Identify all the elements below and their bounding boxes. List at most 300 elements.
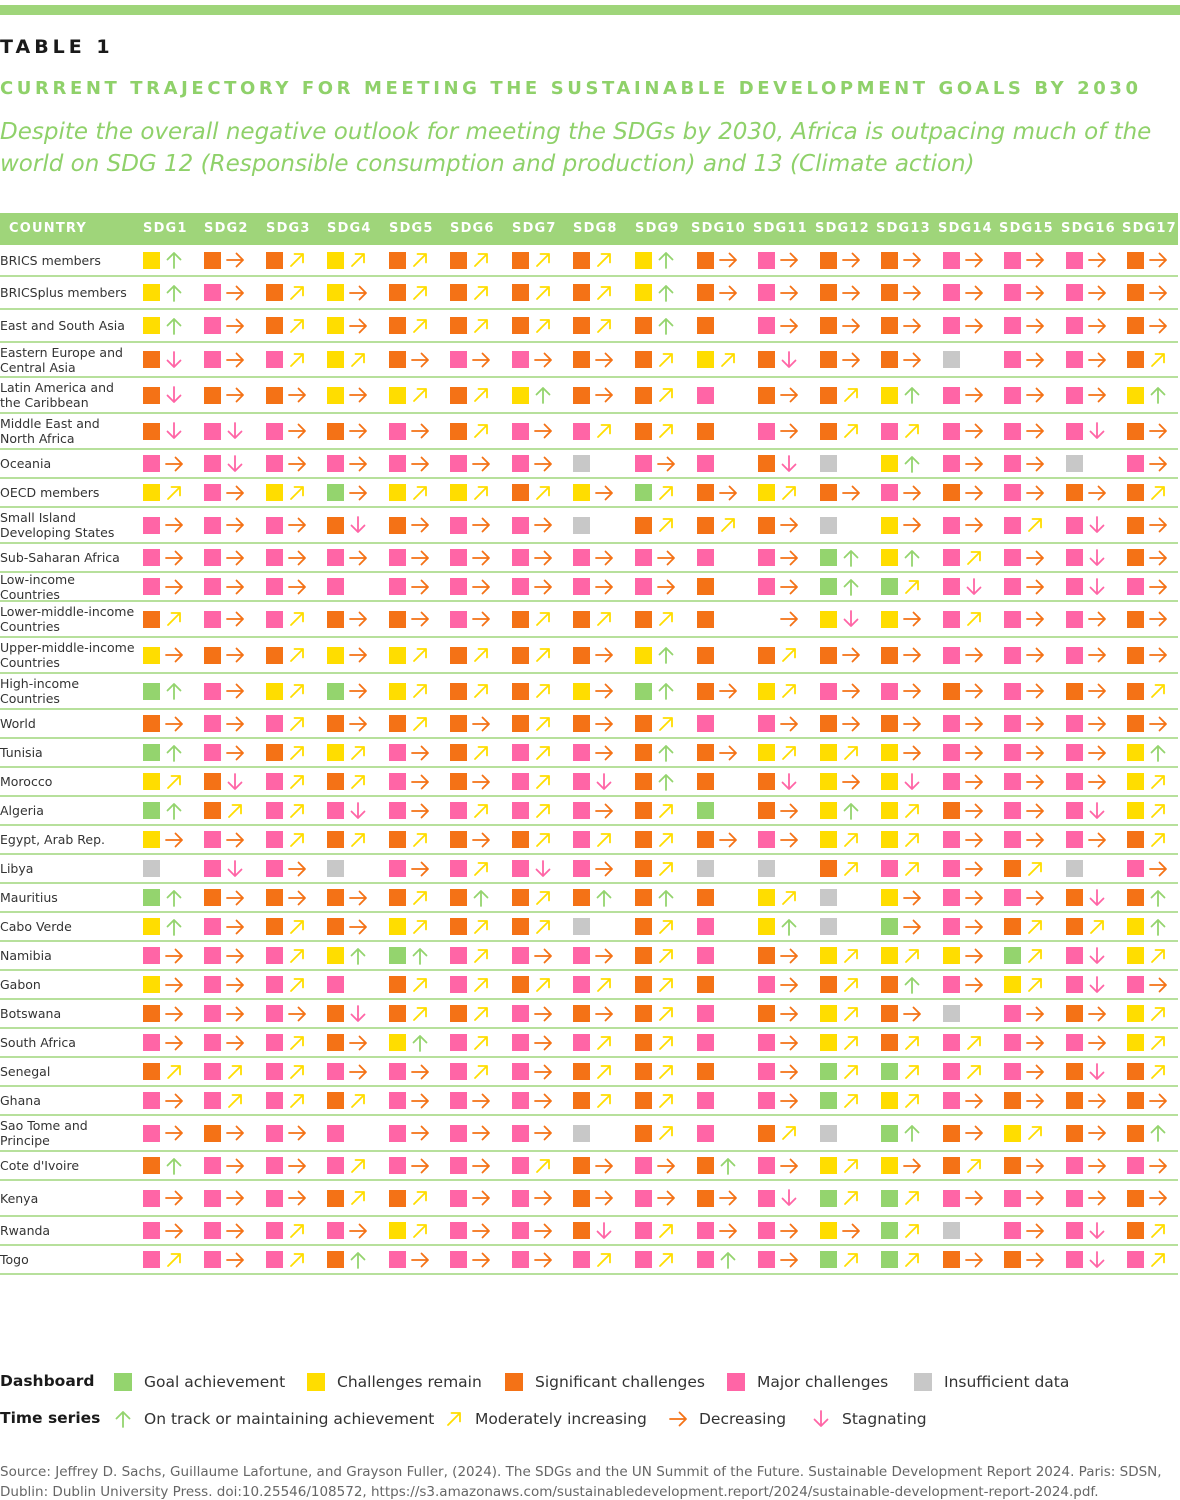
arrow-right-icon [221,315,246,337]
arrow-diagonal-up-icon [283,349,308,371]
insufficient-data-square [943,1222,960,1239]
arrow-diagonal-up-icon [406,680,431,702]
arrow-diagonal-up-icon [467,1032,492,1054]
significant-challenges-square [573,252,590,269]
major-challenges-square [573,744,590,761]
sdg2-cell [204,1217,265,1244]
major-challenges-square [266,455,283,472]
challenges-remain-square [143,284,160,301]
significant-challenges-square [573,1190,590,1207]
sdg10-cell [697,913,758,940]
table-row [0,414,1178,450]
arrow-up-icon [590,887,615,909]
sdg12-cell [820,674,881,708]
major-challenges-square [758,831,775,848]
major-challenges-square [389,1063,406,1080]
sdg12-cell [820,1181,881,1215]
arrow-right-icon [1021,1187,1046,1209]
sdg13-cell [881,638,942,672]
sdg14-cell [943,638,1004,672]
significant-challenges-square [697,284,714,301]
arrow-down-icon [898,771,923,793]
legend-item-arrow-diagonal-up [443,1406,647,1432]
arrow-right-icon [529,1249,554,1271]
table-row [0,245,1178,277]
sdg16-cell [1066,310,1127,341]
arrow-diagonal-up-icon [406,1187,431,1209]
sdg14-cell [943,797,1004,824]
table-row [0,797,1178,826]
sdg11-cell [758,450,819,477]
sdg12-cell [820,602,881,636]
sdg17-cell [1127,450,1180,477]
arrow-right-icon [898,514,923,536]
major-challenges-square [635,549,652,566]
table-row [0,277,1178,310]
arrow-right-icon [283,420,308,442]
legend-label: Decreasing [699,1410,787,1428]
major-challenges-square [1004,647,1021,664]
major-challenges-square [1004,1222,1021,1239]
significant-challenges-square [327,1034,344,1051]
arrow-diagonal-up-icon [283,771,308,793]
sdg15-cell [1004,1116,1065,1150]
sdg7-cell [512,1181,573,1215]
country-name: Senegal [0,1064,51,1079]
sdg12-cell [820,245,881,275]
arrow-diagonal-up-icon [837,742,862,764]
sdg16-cell [1066,942,1127,969]
arrow-down-icon [160,420,185,442]
arrow-diagonal-up-icon [467,800,492,822]
sdg3-cell [266,1058,327,1085]
insufficient-data-swatch [914,1373,932,1391]
major-challenges-square [943,744,960,761]
challenges-remain-square [389,387,406,404]
significant-challenges-square [1127,647,1144,664]
sdg10-cell [697,544,758,571]
sdg16-cell [1066,1116,1127,1150]
sdg5-cell [389,1181,450,1215]
major-challenges-square [1066,387,1083,404]
country-name: Upper-middle-income Countries [0,640,135,670]
arrow-diagonal-up-icon [775,644,800,666]
sdg1-cell [143,913,204,940]
major-challenges-square [512,351,529,368]
arrow-right-icon [652,1155,677,1177]
major-challenges-square [1066,351,1083,368]
major-challenges-square [450,455,467,472]
sdg8-cell [573,414,634,448]
sdg10-cell [697,971,758,998]
arrow-right-icon [467,1220,492,1242]
major-challenges-square [943,455,960,472]
sdg8-cell [573,674,634,708]
arrow-right-icon [221,249,246,271]
significant-challenges-square [389,517,406,534]
arrow-right-icon [590,547,615,569]
arrow-up-icon [652,887,677,909]
challenges-remain-square [758,918,775,935]
major-challenges-square [697,1034,714,1051]
major-challenges-square [204,351,221,368]
sdg7-cell [512,855,573,882]
arrow-right-icon [344,644,369,666]
major-challenges-square [266,947,283,964]
major-challenges-square [327,976,344,993]
arrow-right-icon [529,1187,554,1209]
arrow-diagonal-up-icon [467,420,492,442]
arrow-right-icon [837,315,862,337]
goal-achievement-square [635,484,652,501]
sdg17-cell [1127,245,1180,275]
sdg17-cell [1127,768,1180,795]
arrow-diagonal-up-icon [467,742,492,764]
sdg9-cell [635,1000,696,1027]
sdg7-cell [512,343,573,376]
sdg11-cell [758,277,819,308]
arrow-down-icon [810,1408,842,1430]
sdg8-cell [573,855,634,882]
sdg1-cell [143,1181,204,1215]
sdg8-cell [573,1000,634,1027]
arrow-right-icon [837,771,862,793]
arrow-right-icon [529,547,554,569]
major-challenges-square [204,517,221,534]
sdg9-cell [635,544,696,571]
arrow-diagonal-up-icon [898,420,923,442]
arrow-right-icon [898,249,923,271]
country-name: Eastern Europe and Central Asia [0,344,123,375]
arrow-right-icon [160,974,185,996]
arrow-right-icon [1144,608,1169,630]
country-name: Mauritius [0,890,58,905]
arrow-right-icon [590,482,615,504]
arrow-right-icon [406,547,431,569]
major-challenges-square [635,455,652,472]
arrow-right-icon [898,1003,923,1025]
significant-challenges-square [697,976,714,993]
sdg4-cell [327,1029,388,1056]
sdg15-cell [1004,638,1065,672]
major-challenges-square [512,1005,529,1022]
table-row [0,1246,1178,1275]
arrow-up-icon [160,887,185,909]
arrow-right-icon [529,576,554,598]
sdg11-cell [758,1058,819,1085]
significant-challenges-square [266,889,283,906]
sdg5-cell [389,971,450,998]
sdg14-cell [943,573,1004,600]
arrow-diagonal-up-icon [406,644,431,666]
sdg4-cell [327,1246,388,1273]
table-row [0,1116,1178,1152]
major-challenges-square [635,1222,652,1239]
arrow-diagonal-up-icon [652,1061,677,1083]
arrow-right-icon [590,576,615,598]
sdg1-cell [143,343,204,376]
major-challenges-square [758,1034,775,1051]
significant-challenges-square [512,683,529,700]
major-challenges-square [697,1005,714,1022]
major-challenges-square [143,1251,160,1268]
sdg11-cell [758,1087,819,1114]
goal-achievement-square [881,918,898,935]
sdg14-cell [943,1000,1004,1027]
sdg16-cell [1066,638,1127,672]
insufficient-data-square [758,860,775,877]
arrow-up-icon [344,945,369,967]
sdg15-cell [1004,739,1065,766]
arrow-right-icon [960,829,985,851]
major-challenges-square [1004,423,1021,440]
arrow-right-icon [775,1003,800,1025]
significant-challenges-square [204,1125,221,1142]
insufficient-data-square [1066,455,1083,472]
arrow-diagonal-up-icon [837,1032,862,1054]
sdg9-cell [635,942,696,969]
significant-challenges-square [389,715,406,732]
arrow-right-icon [344,680,369,702]
sdg1-cell [143,1246,204,1273]
arrow-down-icon [160,384,185,406]
arrow-diagonal-up-icon [775,482,800,504]
challenges-remain-square [143,484,160,501]
major-challenges-square [1004,611,1021,628]
sdg5-cell [389,1246,450,1273]
arrow-right-icon [960,282,985,304]
significant-challenges-square [697,611,714,628]
arrow-diagonal-up-icon [1144,1220,1169,1242]
major-challenges-square [204,744,221,761]
arrow-right-icon [1021,315,1046,337]
arrow-up-icon [467,887,492,909]
sdg17-cell [1127,710,1180,737]
arrow-diagonal-up-icon [283,829,308,851]
major-challenges-square [450,802,467,819]
arrow-right-icon [898,1155,923,1177]
arrow-diagonal-up-icon [529,315,554,337]
major-challenges-square [450,1092,467,1109]
significant-challenges-square [573,1222,590,1239]
major-challenges-square [758,1251,775,1268]
challenges-remain-square [820,802,837,819]
sdg6-cell [450,544,511,571]
goal-achievement-square [820,578,837,595]
major-challenges-square [266,1157,283,1174]
major-challenges-square [573,423,590,440]
major-challenges-square [881,423,898,440]
arrow-diagonal-up-icon [1021,514,1046,536]
significant-challenges-square [697,1157,714,1174]
sdg9-cell [635,1029,696,1056]
significant-challenges-square [758,455,775,472]
insufficient-data-square [943,351,960,368]
sdg16-cell [1066,913,1127,940]
sdg1-cell [143,414,204,448]
challenges-remain-square [389,683,406,700]
sdg15-cell [1004,343,1065,376]
major-challenges-square [1004,1063,1021,1080]
arrow-diagonal-up-icon [652,713,677,735]
sdg17-cell [1127,508,1180,542]
arrow-diagonal-up-icon [652,482,677,504]
sdg4-cell [327,1152,388,1179]
arrow-right-icon [406,858,431,880]
major-challenges-square [943,715,960,732]
arrow-diagonal-up-icon [344,1187,369,1209]
major-challenges-square [1066,423,1083,440]
significant-challenges-square [1004,918,1021,935]
sdg17-cell [1127,1181,1180,1215]
sdg3-cell [266,1246,327,1273]
sdg1-cell [143,1087,204,1114]
major-challenges-square [512,744,529,761]
country-name: Morocco [0,774,53,789]
sdg11-cell [758,343,819,376]
sdg14-cell [943,1181,1004,1215]
sdg16-cell [1066,378,1127,412]
arrow-diagonal-up-icon [837,1249,862,1271]
arrow-right-icon [960,384,985,406]
sdg17-cell [1127,277,1180,308]
arrow-right-icon [960,514,985,536]
sdg10-cell [697,1217,758,1244]
significant-challenges-square [573,1005,590,1022]
arrow-diagonal-up-icon [160,771,185,793]
major-challenges-square [512,1251,529,1268]
arrow-diagonal-up-icon [283,1032,308,1054]
major-challenges-square [1127,1251,1144,1268]
insufficient-data-square [143,860,160,877]
arrow-right-icon [775,249,800,271]
major-challenges-square [1004,773,1021,790]
sdg3-cell [266,826,327,853]
arrow-diagonal-up-icon [1144,771,1169,793]
sdg15-cell [1004,768,1065,795]
significant-challenges-square [943,1251,960,1268]
sdg9-cell [635,343,696,376]
major-challenges-square [881,484,898,501]
major-challenges-square [389,1251,406,1268]
sdg11-cell [758,1217,819,1244]
sdg1-cell [143,768,204,795]
significant-challenges-square [635,1005,652,1022]
major-challenges-square [327,1125,344,1142]
arrow-right-icon [221,576,246,598]
sdg6-cell [450,826,511,853]
arrow-right-icon [590,1155,615,1177]
sdg14-cell [943,1058,1004,1085]
sdg10-cell [697,826,758,853]
sdg6-cell [450,1116,511,1150]
sdg12-cell [820,450,881,477]
significant-challenges-swatch [505,1373,523,1391]
arrow-right-icon [1021,713,1046,735]
major-challenges-square [1066,744,1083,761]
arrow-diagonal-up-icon [960,1155,985,1177]
significant-challenges-square [450,317,467,334]
arrow-right-icon [775,1220,800,1242]
major-challenges-square [1004,802,1021,819]
major-challenges-square [943,1063,960,1080]
sdg12-cell [820,797,881,824]
country-name: South Africa [0,1035,76,1050]
sdg11-cell [758,942,819,969]
challenges-remain-square [881,611,898,628]
country-name: BRICS members [0,252,101,268]
sdg17-cell [1127,1246,1180,1273]
arrow-right-icon [467,1187,492,1209]
major-challenges-square [1004,578,1021,595]
significant-challenges-square [204,802,221,819]
major-challenges-square [143,1190,160,1207]
arrow-diagonal-up-icon [160,482,185,504]
arrow-diagonal-up-icon [590,315,615,337]
arrow-diagonal-up-icon [283,974,308,996]
challenges-remain-square [1127,387,1144,404]
sdg16-cell [1066,602,1127,636]
sdg17-cell [1127,913,1180,940]
arrow-right-icon [775,576,800,598]
arrow-diagonal-up-icon [837,945,862,967]
column-header-sdg11: SDG11 [753,221,808,236]
arrow-right-icon [221,514,246,536]
insufficient-data-square [820,918,837,935]
major-challenges-square [635,1157,652,1174]
sdg17-cell [1127,797,1180,824]
arrow-right-icon [1021,800,1046,822]
sdg1-cell [143,1116,204,1150]
sdg15-cell [1004,277,1065,308]
significant-challenges-square [204,387,221,404]
major-challenges-square [943,889,960,906]
sdg5-cell [389,1116,450,1150]
country-name: Lower-middle-income Countries [0,604,135,634]
major-challenges-square [943,387,960,404]
sdg5-cell [389,1152,450,1179]
sdg11-cell [758,739,819,766]
sdg11-cell [758,573,819,600]
sdg8-cell [573,450,634,477]
arrow-diagonal-up-icon [283,315,308,337]
country-name: Namibia [0,948,52,963]
arrow-right-icon [1083,282,1108,304]
arrow-up-icon [1144,916,1169,938]
challenges-remain-square [143,831,160,848]
arrow-right-icon [1083,1122,1108,1144]
arrow-diagonal-up-icon [1144,800,1169,822]
table-row [0,508,1178,544]
major-challenges-square [204,611,221,628]
arrow-right-icon [406,1061,431,1083]
sdg5-cell [389,378,450,412]
sdg3-cell [266,768,327,795]
significant-challenges-square [1127,831,1144,848]
sdg2-cell [204,1246,265,1273]
major-challenges-square [204,1063,221,1080]
arrow-diagonal-up-icon [283,800,308,822]
legend-time-series-title: Time series [0,1409,101,1427]
table-row [0,479,1178,508]
major-challenges-square [1004,549,1021,566]
major-challenges-square [758,1092,775,1109]
arrow-down-icon [837,608,862,630]
sdg12-cell [820,573,881,600]
sdg13-cell [881,826,942,853]
sdg1-cell [143,450,204,477]
sdg5-cell [389,277,450,308]
